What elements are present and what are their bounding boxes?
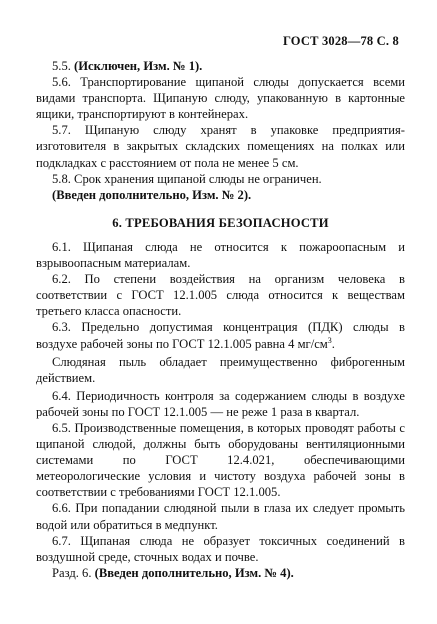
clause-5-5 bbox=[36, 58, 405, 74]
clause-5-6: 5.6. Транспортирование щипаной слюды допускается всеми видами транспорта. Щипаную слюду, упакованную в картонные ящики, транспортируют в контейнерах. bbox=[36, 75, 405, 122]
section-6-amendment-text: (Введен дополнительно, Изм. № 4). bbox=[94, 565, 294, 580]
clause-5-7: 5.7. Щипаную слюду хранят в упаковке предприятия-изготовителя в закрытых складских помещениях на полках или подкладках с расстоянием от пола не менее 5 см. bbox=[36, 123, 405, 170]
amendment-note-text: (Введен дополнительно, Изм. № 2). bbox=[52, 187, 252, 202]
clause-6-1: 6.1. Щипаная слюда не относится к пожароопасным и взрывоопасным материалам. bbox=[36, 239, 405, 271]
clause-6-3 bbox=[36, 319, 405, 351]
clause-5-5-excluded-note: (Исключен, Изм. № 1). bbox=[74, 59, 203, 73]
clause-6-4: 6.4. Периодичность контроля за содержанием слюды в воздухе рабочей зоны по ГОСТ 12.1.005 — не реже 1 раза в квартал. bbox=[36, 388, 405, 419]
clause-dust-note: Слюдяная пыль обладает преимущественно фиброгенным действием. bbox=[36, 354, 405, 385]
clause-5-8-amendment-note bbox=[36, 187, 405, 203]
section-6-heading: 6. ТРЕБОВАНИЯ БЕЗОПАСНОСТИ bbox=[112, 215, 329, 230]
clause-6-5: 6.5. Производственные помещения, в которых проводят работы с щипаной слюдой, должны быть оборудованы вентиляционными системами по ГОСТ 12.4.021, обеспечивающими метеорологические условия и чистоту воздуха рабочей зоны в соответствии с требованиями ГОСТ 12.1.005. bbox=[36, 420, 405, 500]
section-6-prefix: Разд. 6. bbox=[52, 565, 92, 580]
clause-5-8: 5.8. Срок хранения щипаной слюды не ограничен. bbox=[52, 171, 322, 186]
section-6-amendment-note bbox=[36, 565, 405, 581]
clause-6-3-superscript: 3 bbox=[327, 335, 332, 345]
clause-6-3-text: 6.3. Предельно допустимая концентрация (ПДК) слюды в воздухе рабочей зоны по ГОСТ 12.1.005 равна 4 мг/см bbox=[36, 320, 405, 351]
clause-6-2: 6.2. По степени воздействия на организм человека в соответствии с ГОСТ 12.1.005 слюда относится к веществам третьего класса опасности. bbox=[36, 272, 405, 319]
clause-6-7: 6.7. Щипаная слюда не образует токсичных соединений в воздушной среде, сточных водах и почве. bbox=[36, 533, 405, 564]
clause-6-6: 6.6. При попадании слюдяной пыли в глаза их следует промыть водой или обратиться в медпункт. bbox=[36, 501, 405, 532]
clause-6-3-end: . bbox=[331, 336, 335, 351]
clause-5-5-number: 5.5. bbox=[52, 59, 71, 73]
document-body bbox=[36, 58, 405, 581]
page-header: ГОСТ 3028—78 С. 8 bbox=[282, 34, 399, 48]
